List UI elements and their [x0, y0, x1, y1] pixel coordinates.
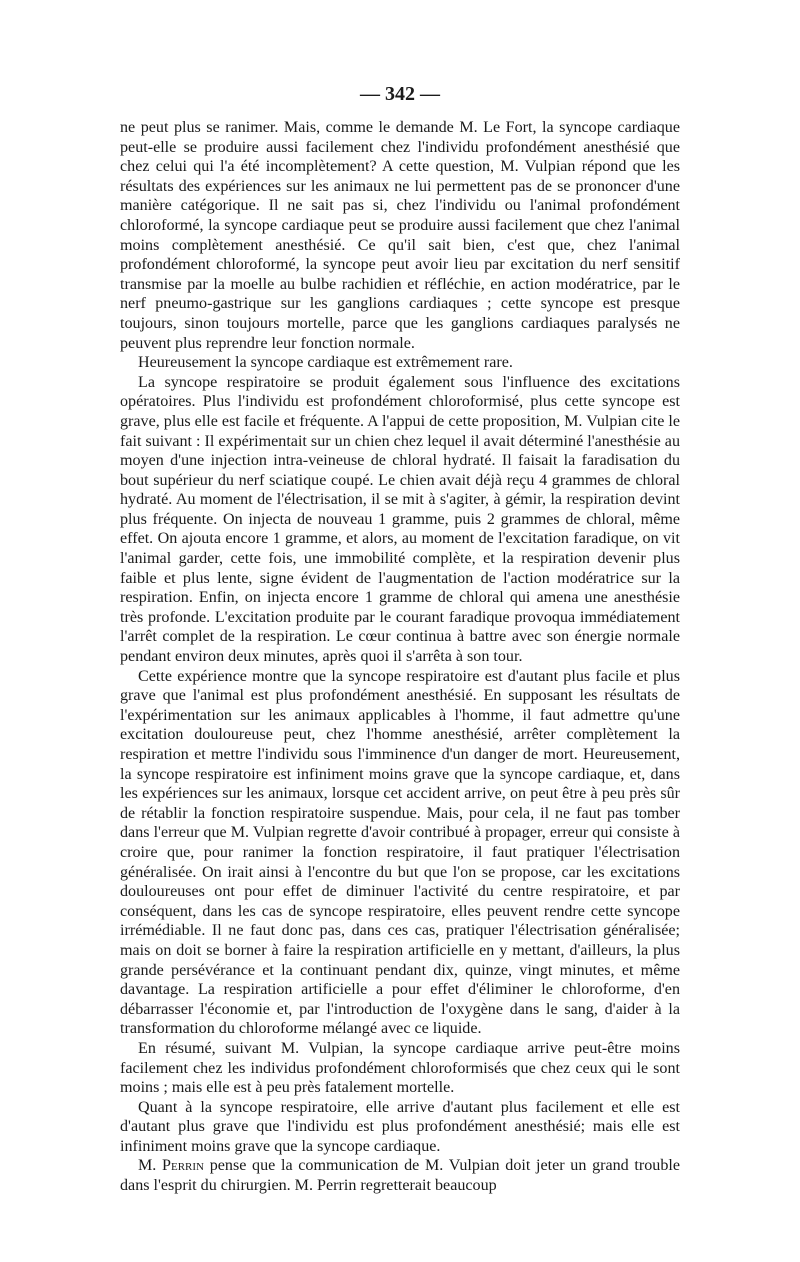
paragraph-6: Quant à la syncope respiratoire, elle arrive d'autant plus facilement et elle est d'autant plus grave que l'individu est plus profondément anesthésié; mais elle est infiniment moins grave que la syncope cardiaque.	[120, 1098, 680, 1155]
paragraph-1: ne peut plus se ranimer. Mais, comme le demande M. Le Fort, la syncope cardiaque peut-elle se produire aussi facilement chez l'individu profondément anesthésié que chez celui qui l'a été incomplètement? A cette question, M. Vulpian répond que les résultats des expériences sur les animaux ne lui permettent pas de se prononcer d'une manière catégorique. Il ne sait pas si, chez l'individu ou l'animal profondément chloroformé, la syncope cardiaque peut se produire aussi facilement que chez l'animal moins complètement anesthésié. Ce qu'il sait bien, c'est que, chez l'animal profondément chloroformé, la syncope peut avoir lieu par excitation du nerf sensitif transmise par la moelle au bulbe rachidien et réfléchie, en action modératrice, par le nerf pneumo-gastrique sur les ganglions cardiaques ; cette syncope est presque toujours, sinon toujours mortelle, parce que les ganglions cardiaques paralysés ne peuvent plus reprendre leur fonction normale.	[120, 119, 680, 352]
speaker-prefix: M.	[138, 1157, 157, 1175]
speaker-name: Perrin	[162, 1157, 204, 1175]
paragraph-4: Cette expérience montre que la syncope respiratoire est d'autant plus facile et plus grave que l'animal est plus profondément anesthésié. En supposant les résultats de l'expérimentation sur les animaux applicables à l'homme, il faut admettre qu'une excitation douloureuse peut, chez l'homme anesthésié, arrêter complètement la respiration et mettre l'individu sous l'imminence d'un danger de mort. Heureusement, la syncope respiratoire est infiniment moins grave que la syncope cardiaque, et, dans les expériences sur les animaux, lorsque cet accident arrive, on peut être à peu près sûr de rétablir la fonction respiratoire suspendue. Mais, pour cela, il ne faut pas tomber dans l'erreur que M. Vulpian regrette d'avoir contribué à propager, erreur qui consiste à croire que, pour ranimer la fonction respiratoire, il faut pratiquer l'électrisation généralisée. On irait ainsi à l'encontre du but que l'on se propose, car les excitations douloureuses ont pour effet de diminuer l'activité du centre respiratoire, et par conséquent, dans les cas de syncope respiratoire, elles peuvent rendre cette syncope irrémédiable. Il ne faut donc pas, dans ces cas, pratiquer l'électrisation généralisée; mais on doit se borner à faire la respiration artificielle en y mettant, d'ailleurs, la plus grande persévérance et la continuant pendant dix, quinze, vingt minutes, et même davantage. La respiration artificielle a pour effet d'éliminer le chloroforme, d'en débarrasser l'économie et, par l'introduction de l'oxygène dans le sang, d'aider à la transformation du chloroforme mélangé avec ce liquide.	[120, 667, 680, 1038]
paragraph-7-text: pense que la communication de M. Vulpian doit jeter un grand trouble dans l'esprit du chirurgien. M. Perrin regretterait beaucoup	[120, 1157, 680, 1195]
paragraph-3: La syncope respiratoire se produit également sous l'influence des excitations opératoires. Plus l'individu est profondément chloroformisé, plus cette syncope est grave, plus elle est facile et fréquente. A l'appui de cette proposition, M. Vulpian cite le fait suivant : Il expérimentait sur un chien chez lequel il avait déterminé l'anesthésie au moyen d'une injection intra-veineuse de chloral hydraté. Il faisait la faradisation du bout supérieur du nerf sciatique coupé. Le chien avait déjà reçu 4 grammes de chloral hydraté. Au moment de l'électrisation, il se mit à s'agiter, à gémir, la respiration devint plus fréquente. On injecta de nouveau 1 gramme, puis 2 grammes de chloral, même effet. On ajouta encore 1 gramme, et alors, au moment de l'excitation faradique, on vit l'animal garder, cette fois, une immobilité complète, et la respiration devenir plus faible et plus lente, signe évident de l'augmentation de l'action modératrice sur la respiration. Enfin, on injecta encore 1 gramme de chloral qui amena une anesthésie très profonde. L'excitation produite par le courant faradique provoqua immédiatement l'arrêt complet de la respiration. Le cœur continua à battre avec son énergie normale pendant environ deux minutes, après quoi il s'arrêta à son tour.	[120, 373, 680, 666]
page-number: — 342 —	[360, 83, 440, 105]
paragraph-2: Heureusement la syncope cardiaque est extrêmement rare.	[138, 354, 513, 372]
paragraph-5: En résumé, suivant M. Vulpian, la syncope cardiaque arrive peut-être moins facilement chez les individus profondément chloroformisés que chez ceux qui le sont moins ; mais elle est à peu près fatalement mortelle.	[120, 1039, 680, 1097]
paragraph-7	[120, 1156, 680, 1195]
body-text	[120, 118, 680, 1196]
